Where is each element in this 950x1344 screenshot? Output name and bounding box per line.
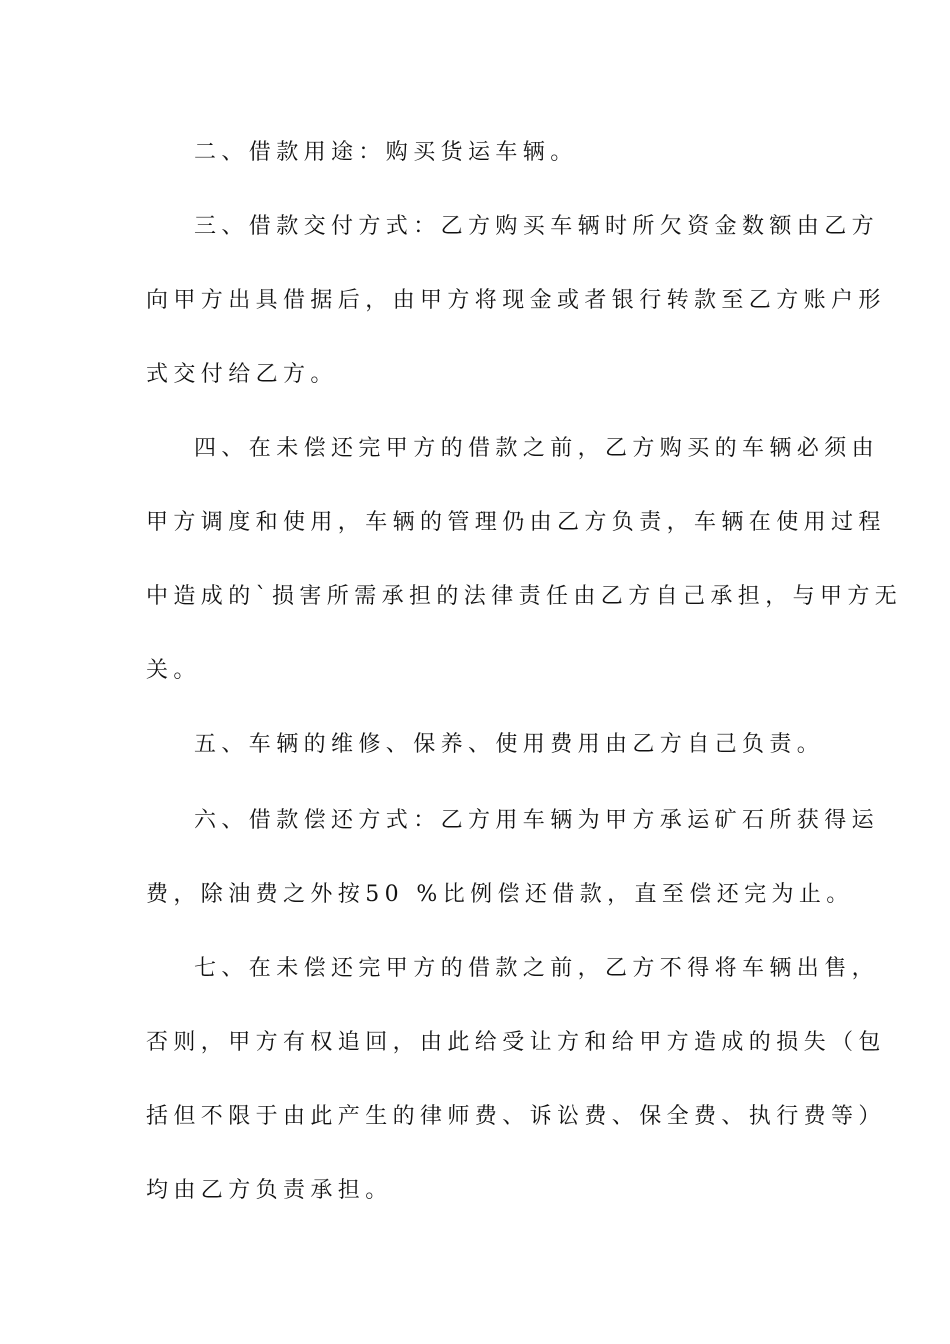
- clause-7-line-2: 否则，甲方有权追回，由此给受让方和给甲方造成的损失（包: [146, 1030, 886, 1055]
- clause-4-line-1: 四、在未偿还完甲方的借款之前，乙方购买的车辆必须由: [194, 436, 880, 461]
- clause-3-line-3: 式交付给乙方。: [146, 362, 338, 387]
- clause-7-line-3: 括但不限于由此产生的律师费、诉讼费、保全费、执行费等）: [146, 1104, 886, 1129]
- clause-6-line-2: 费，除油费之外按50 %比例偿还借款，直至偿还完为止。: [146, 882, 854, 907]
- clause-4-line-2: 甲方调度和使用，车辆的管理仍由乙方负责，车辆在使用过程: [146, 510, 886, 535]
- clause-3-line-2: 向甲方出具借据后，由甲方将现金或者银行转款至乙方账户形: [146, 288, 886, 313]
- clause-7-line-4: 均由乙方负责承担。: [146, 1178, 393, 1203]
- clause-2-line-1: 二、借款用途：购买货运车辆。: [194, 140, 578, 165]
- clause-4-line-4: 关。: [146, 658, 201, 683]
- clause-4-line-3: 中造成的`损害所需承担的法律责任由乙方自己承担，与甲方无: [146, 584, 903, 609]
- clause-3-line-1: 三、借款交付方式：乙方购买车辆时所欠资金数额由乙方: [194, 214, 880, 239]
- clause-5-line-1: 五、车辆的维修、保养、使用费用由乙方自己负责。: [194, 732, 825, 757]
- clause-6-line-1: 六、借款偿还方式：乙方用车辆为甲方承运矿石所获得运: [194, 808, 880, 833]
- clause-7-line-1: 七、在未偿还完甲方的借款之前，乙方不得将车辆出售，: [194, 956, 880, 981]
